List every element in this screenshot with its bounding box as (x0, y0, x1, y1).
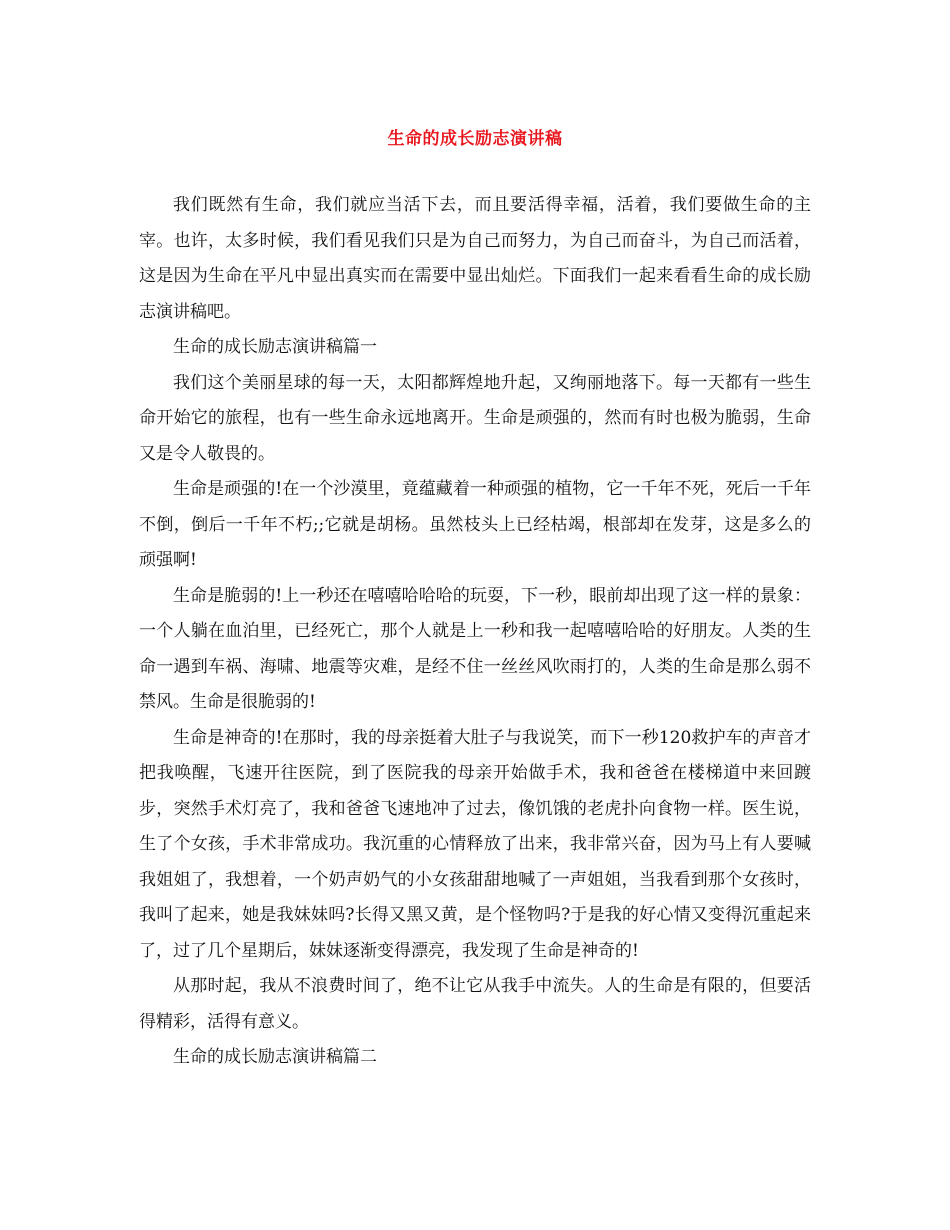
paragraph: 生命是神奇的!在那时，我的母亲挺着大肚子与我说笑，而下一秒120救护车的声音才把我唤醒，飞速开往医院，到了医院我的母亲开始做手术，我和爸爸在楼梯道中来回踱步，突然手术灯亮了，我和爸爸飞速地冲了过去，像饥饿的老虎扑向食物一样。医生说，生了个女孩，手术非常成功。我沉重的心情释放了出来，我非常兴奋，因为马上有人要喊我姐姐了，我想着，一个奶声奶气的小女孩甜甜地喊了一声姐姐，当我看到那个女孩时，我叫了起来，她是我妹妹吗?长得又黑又黄，是个怪物吗?于是我的好心情又变得沉重起来了，过了几个星期后，妹妹逐渐变得漂亮，我发现了生命是神奇的! (139, 727, 811, 961)
paragraph: 从那时起，我从不浪费时间了，绝不让它从我手中流失。人的生命是有限的，但要活得精彩，活得有意义。 (139, 976, 811, 1032)
document-title: 生命的成长励志演讲稿 (387, 129, 563, 149)
paragraph: 我们这个美丽星球的每一天，太阳都辉煌地升起，又绚丽地落下。每一天都有一些生命开始它的旅程，也有一些生命永远地离开。生命是顽强的，然而有时也极为脆弱，生命又是令人敬畏的。 (139, 372, 811, 464)
document-body (139, 188, 811, 1076)
paragraph-intro: 我们既然有生命，我们就应当活下去，而且要活得幸福，活着，我们要做生命的主宰。也许，太多时候，我们看见我们只是为自己而努力，为自己而奋斗，为自己而活着，这是因为生命在平凡中显出真实而在需要中显出灿烂。下面我们一起来看看生命的成长励志演讲稿吧。 (139, 195, 811, 322)
section-heading-part-one: 生命的成长励志演讲稿篇一 (173, 337, 377, 357)
paragraph: 生命是顽强的!在一个沙漠里，竟蕴藏着一种顽强的植物，它一千年不死，死后一千年不倒，倒后一千年不朽;;它就是胡杨。虽然枝头上已经枯竭，根部却在发芽，这是多么的顽强啊! (139, 479, 811, 570)
paragraph: 生命是脆弱的!上一秒还在嘻嘻哈哈哈的玩耍，下一秒，眼前却出现了这一样的景象：一个人躺在血泊里，已经死亡，那个人就是上一秒和我一起嘻嘻哈哈的好朋友。人类的生命一遇到车祸、海啸、地震等灾难，是经不住一丝丝风吹雨打的，人类的生命是那么弱不禁风。生命是很脆弱的! (139, 585, 811, 712)
section-heading-part-two: 生命的成长励志演讲稿篇二 (173, 1047, 377, 1067)
